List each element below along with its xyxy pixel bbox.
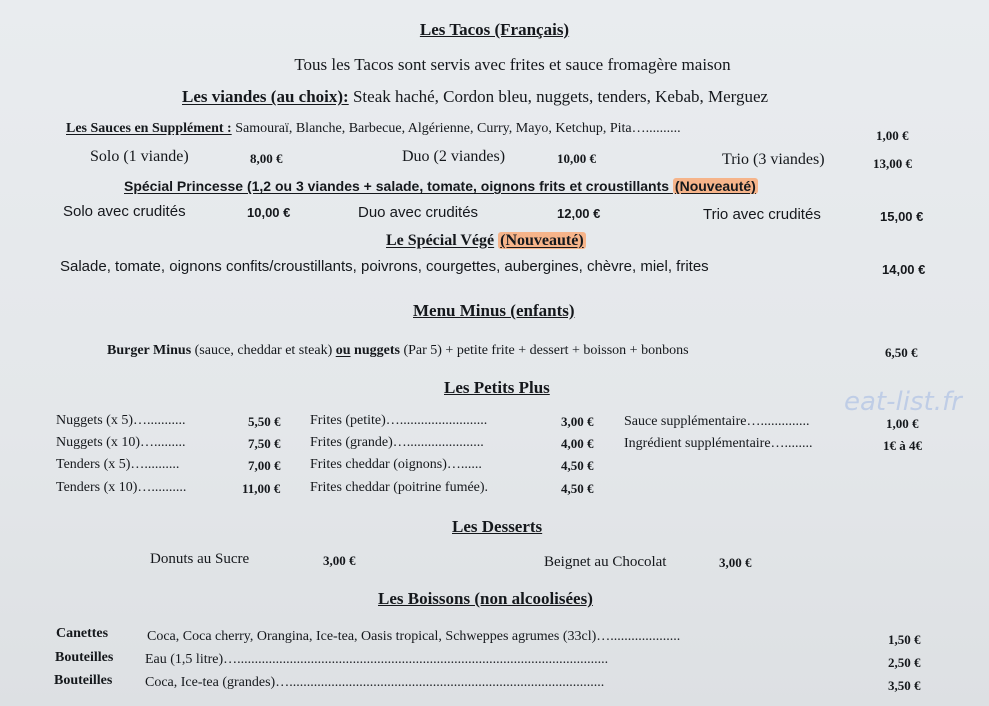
- tacos-size-label: Solo (1 viande): [90, 148, 189, 165]
- petits-plus-title: Les Petits Plus: [444, 378, 550, 397]
- plus-item-price: 4,50 €: [561, 458, 594, 473]
- minus-nuggets: nuggets: [350, 343, 400, 358]
- minus-line: [107, 343, 689, 359]
- minus-text1: (sauce, cheddar et steak): [191, 343, 336, 358]
- minus-price: 6,50 €: [885, 345, 918, 360]
- nouveaute-badge: (Nouveauté): [674, 178, 756, 194]
- princesse-title: [124, 178, 758, 194]
- dessert-label: Beignet au Chocolat: [544, 554, 667, 570]
- boisson-price: 3,50 €: [888, 678, 921, 693]
- nouveaute-badge: (Nouveauté): [500, 232, 584, 249]
- tacos-size-label: Duo (2 viandes): [402, 148, 506, 165]
- plus-item-price: 4,00 €: [561, 436, 594, 451]
- plus-item-price: 5,50 €: [248, 414, 281, 429]
- minus-burger: Burger Minus: [107, 343, 192, 358]
- vege-desc: Salade, tomate, oignons confits/croustillants, poivrons, courgettes, aubergines, chèvre, miel, frites: [60, 258, 709, 275]
- viandes-text: Steak haché, Cordon bleu, nuggets, tenders, Kebab, Merguez: [348, 87, 769, 106]
- plus-item-label: Nuggets (x 10)….........: [56, 435, 186, 450]
- plus-item-label: Tenders (x 5)…..........: [56, 457, 180, 472]
- minus-ou: ou: [335, 343, 351, 358]
- watermark-logo: eat-list.fr: [844, 387, 962, 417]
- plus-item-price: 11,00 €: [242, 481, 281, 496]
- sauces-text: Samouraï, Blanche, Barbecue, Algérienne, Curry, Mayo, Ketchup, Pita…..........: [231, 121, 681, 136]
- princesse-size-price: 12,00 €: [557, 206, 601, 221]
- boisson-type: Bouteilles: [54, 673, 113, 688]
- vege-title: [386, 232, 586, 250]
- plus-item-label: Sauce supplémentaire…..............: [624, 414, 810, 429]
- tacos-size-price: 8,00 €: [250, 151, 283, 166]
- plus-item-label: Frites (grande)…......................: [310, 435, 484, 450]
- princesse-size-label: Trio avec crudités: [703, 206, 821, 223]
- vege-price: 14,00 €: [882, 262, 926, 277]
- plus-item-price: 1,00 €: [886, 416, 919, 431]
- tacos-title: Les Tacos (Français): [419, 20, 570, 39]
- plus-item-label: Frites (petite)….........................: [310, 413, 488, 428]
- tacos-intro: Tous les Tacos sont servis avec frites et sauce fromagère maison: [294, 55, 731, 74]
- sauces-price: 1,00 €: [876, 128, 909, 143]
- boisson-type: Bouteilles: [55, 650, 114, 665]
- princesse-size-price: 15,00 €: [880, 209, 924, 224]
- tacos-size-price: 10,00 €: [557, 151, 596, 166]
- plus-item-price: 1€ à 4€: [883, 438, 922, 453]
- dessert-price: 3,00 €: [719, 555, 752, 570]
- plus-item-price: 4,50 €: [561, 481, 594, 496]
- plus-item-price: 7,00 €: [248, 458, 281, 473]
- minus-title: Menu Minus (enfants): [413, 301, 575, 320]
- tacos-size-price: 13,00 €: [873, 156, 912, 171]
- sauces-line: [66, 121, 681, 137]
- tacos-size-label: Trio (3 viandes): [722, 151, 825, 168]
- boisson-label: Coca, Ice-tea (grandes)…..........................................................................................: [145, 675, 605, 690]
- plus-item-label: Frites cheddar (poitrine fumée).: [310, 480, 489, 495]
- plus-item-label: Ingrédient supplémentaire…........: [624, 436, 813, 451]
- plus-item-price: 7,50 €: [248, 436, 281, 451]
- viandes-line: [182, 87, 768, 107]
- princesse-size-label: Solo avec crudités: [63, 203, 186, 220]
- viandes-label: Les viandes (au choix):: [182, 87, 349, 106]
- plus-item-label: Nuggets (x 5)…...........: [56, 413, 186, 428]
- dessert-label: Donuts au Sucre: [150, 551, 250, 567]
- minus-text2: (Par 5) + petite frite + dessert + boisson + bonbons: [399, 343, 689, 358]
- boisson-label: Coca, Coca cherry, Orangina, Ice-tea, Oasis tropical, Schweppes agrumes (33cl)…....................: [147, 629, 681, 644]
- plus-item-label: Tenders (x 10)…..........: [56, 480, 187, 495]
- desserts-title: Les Desserts: [452, 517, 543, 536]
- princesse-size-label: Duo avec crudités: [358, 204, 479, 221]
- dessert-price: 3,00 €: [323, 553, 356, 568]
- plus-item-price: 3,00 €: [561, 414, 594, 429]
- boisson-price: 1,50 €: [888, 632, 921, 647]
- boisson-type: Canettes: [56, 626, 109, 641]
- boisson-label: Eau (1,5 litre)…..........................................................................................................: [145, 652, 609, 667]
- plus-item-label: Frites cheddar (oignons)…......: [310, 457, 482, 472]
- boisson-price: 2,50 €: [888, 655, 921, 670]
- princesse-size-price: 10,00 €: [247, 205, 291, 220]
- boissons-title: Les Boissons (non alcoolisées): [378, 589, 593, 608]
- vege-title-text: Le Spécial Végé: [386, 232, 495, 249]
- sauces-label: Les Sauces en Supplément :: [66, 121, 232, 136]
- princesse-title-text: Spécial Princesse (1,2 ou 3 viandes + salade, tomate, oignons frits et croustillants: [124, 178, 670, 194]
